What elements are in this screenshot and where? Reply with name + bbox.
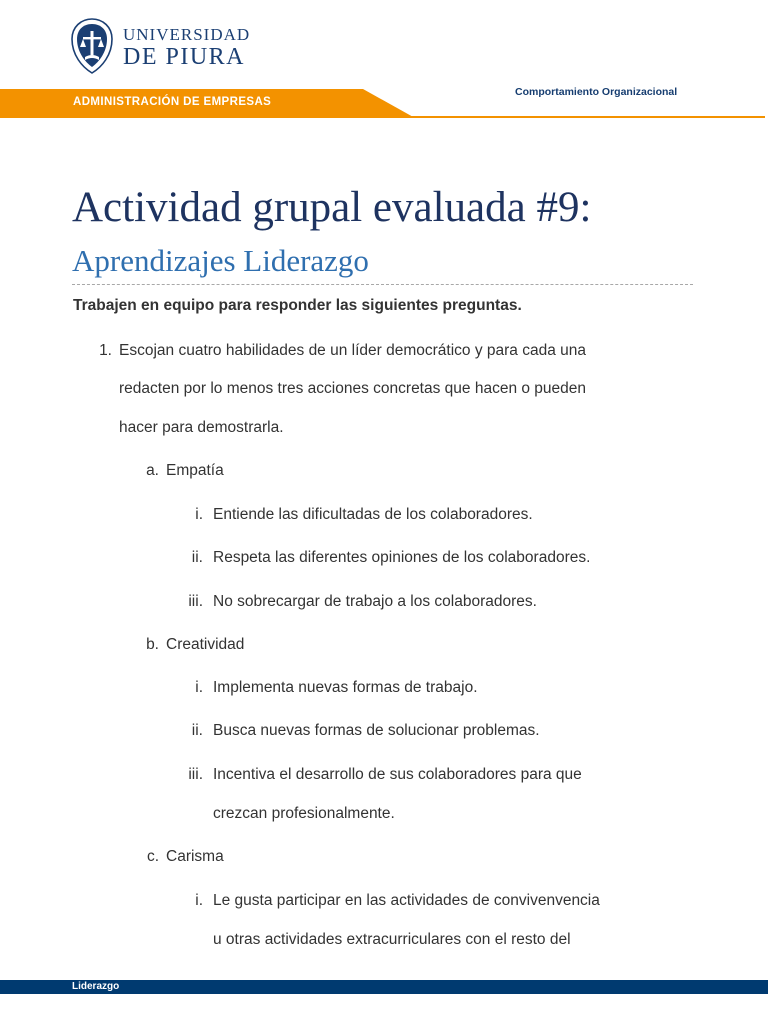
header-rule [410, 116, 765, 118]
action-text: Respeta las diferentes opiniones de los colaboradores. [213, 549, 591, 566]
footer-label: Liderazgo [72, 981, 120, 992]
action-marker: iii. [188, 766, 203, 783]
action-marker: ii. [191, 722, 203, 739]
skill-marker: b. [146, 636, 159, 653]
question-line: hacer para demostrarla. [119, 419, 284, 436]
action-marker: i. [195, 506, 203, 523]
action-marker: i. [195, 679, 203, 696]
action-text: Entiende las dificultadas de los colaboradores. [213, 506, 533, 523]
page-subtitle: Aprendizajes Liderazgo [72, 243, 369, 278]
skill-marker: c. [146, 848, 159, 865]
action-marker: i. [195, 892, 203, 909]
action-text: Implementa nuevas formas de trabajo. [213, 679, 478, 696]
skill-name: Empatía [166, 462, 224, 479]
action-text: Le gusta participar en las actividades de convivenvencia [213, 892, 600, 909]
skill-name: Creatividad [166, 636, 245, 653]
university-seal-icon [70, 17, 114, 75]
action-text: crezcan profesionalmente. [213, 805, 395, 822]
skill-name: Carisma [166, 848, 224, 865]
department-label: ADMINISTRACIÓN DE EMPRESAS [73, 96, 272, 108]
university-logo [123, 26, 250, 69]
action-text: u otras actividades extracurriculares con el resto del [213, 931, 571, 948]
skill-marker: a. [146, 462, 159, 479]
action-marker: iii. [188, 593, 203, 610]
action-text: Busca nuevas formas de solucionar problemas. [213, 722, 540, 739]
action-marker: ii. [191, 549, 203, 566]
page-title: Actividad grupal evaluada #9: [72, 184, 592, 231]
logo-line-2: DE PIURA [123, 44, 246, 70]
question-number: 1. [99, 342, 112, 359]
logo-line-1: UNIVERSIDAD [123, 25, 251, 44]
action-text: Incentiva el desarrollo de sus colaboradores para que [213, 766, 582, 783]
question-line: Escojan cuatro habilidades de un líder democrático y para cada una [119, 342, 587, 359]
action-text: No sobrecargar de trabajo a los colaboradores. [213, 593, 537, 610]
course-label: Comportamiento Organizacional [515, 86, 678, 98]
question-line: redacten por lo menos tres acciones concretas que hacen o pueden [119, 380, 587, 397]
dashed-divider [72, 284, 693, 285]
instructions: Trabajen en equipo para responder las siguientes preguntas. [73, 297, 522, 314]
